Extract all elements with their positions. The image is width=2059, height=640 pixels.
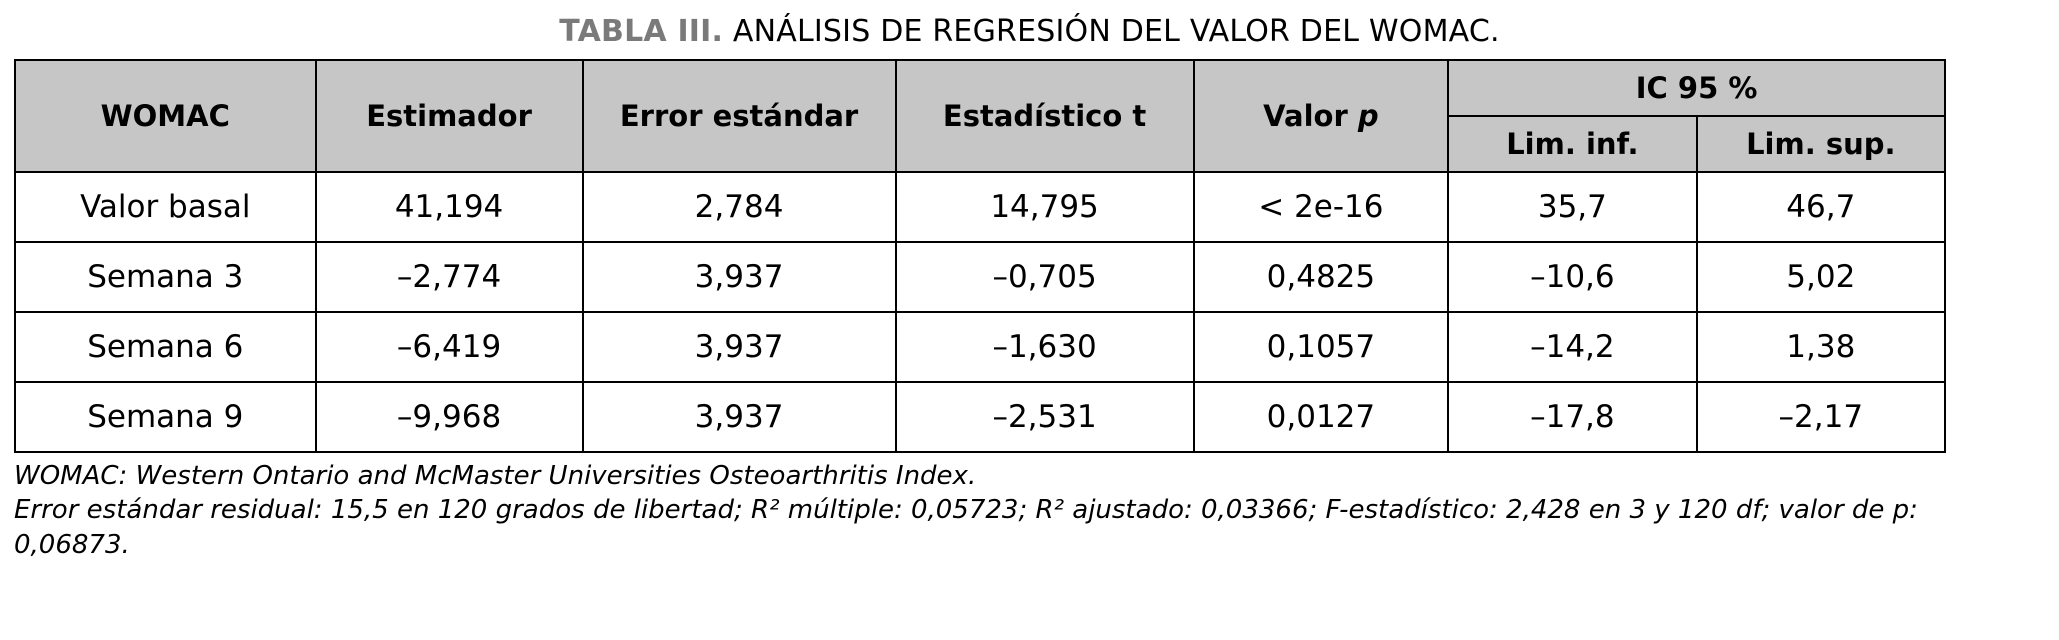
cell-p: 0,0127 [1194,382,1449,452]
cell-p: 0,4825 [1194,242,1449,312]
cell-estimador: –6,419 [316,312,583,382]
table-number: TABLA III. [559,14,724,49]
cell-t: –2,531 [896,382,1194,452]
table-body [15,172,1945,452]
header-lim-sup: Lim. sup. [1697,116,1945,172]
footnote-statistics: Error estándar residual: 15,5 en 120 grados de libertad; R² múltiple: 0,05723; R² ajustado: 0,03366; F-estadístico: 2,428 en 3 y 120 df; valor de p: 0,06873. [14,495,1918,560]
row-label: Semana 6 [15,312,316,382]
table-footnotes [14,459,1954,562]
cell-lim-sup: 1,38 [1697,312,1945,382]
table-row [15,242,1945,312]
cell-error: 3,937 [583,382,896,452]
footnote-abbreviation: WOMAC: Western Ontario and McMaster Universities Osteoarthritis Index. [14,461,977,491]
cell-lim-inf: –10,6 [1448,242,1696,312]
header-ic95: IC 95 % [1448,60,1945,116]
cell-estimador: –2,774 [316,242,583,312]
table-row [15,312,1945,382]
cell-t: –1,630 [896,312,1194,382]
cell-t: 14,795 [896,172,1194,242]
header-valor-p [1194,60,1449,172]
cell-lim-inf: –14,2 [1448,312,1696,382]
cell-t: –0,705 [896,242,1194,312]
cell-p: 0,1057 [1194,312,1449,382]
cell-estimador: –9,968 [316,382,583,452]
table-header [15,60,1945,172]
row-label: Semana 3 [15,242,316,312]
header-womac: WOMAC [15,60,316,172]
header-lim-inf: Lim. inf. [1448,116,1696,172]
cell-lim-inf: –17,8 [1448,382,1696,452]
cell-lim-sup: –2,17 [1697,382,1945,452]
header-valor-p-text: Valor [1263,99,1358,133]
row-label: Semana 9 [15,382,316,452]
header-estimador: Estimador [316,60,583,172]
regression-table [14,59,1946,453]
cell-estimador: 41,194 [316,172,583,242]
cell-lim-sup: 5,02 [1697,242,1945,312]
header-valor-p-italic: p [1357,99,1379,133]
cell-error: 3,937 [583,312,896,382]
cell-lim-sup: 46,7 [1697,172,1945,242]
header-row-top [15,60,1945,116]
cell-p: < 2e-16 [1194,172,1449,242]
cell-error: 3,937 [583,242,896,312]
table-row [15,382,1945,452]
table-caption [0,0,2059,59]
cell-lim-inf: 35,7 [1448,172,1696,242]
row-label: Valor basal [15,172,316,242]
cell-error: 2,784 [583,172,896,242]
header-estadistico-t: Estadístico t [896,60,1194,172]
caption-text: ANÁLISIS DE REGRESIÓN DEL VALOR DEL WOMAC. [723,14,1500,49]
table-row [15,172,1945,242]
header-error-estandar: Error estándar [583,60,896,172]
